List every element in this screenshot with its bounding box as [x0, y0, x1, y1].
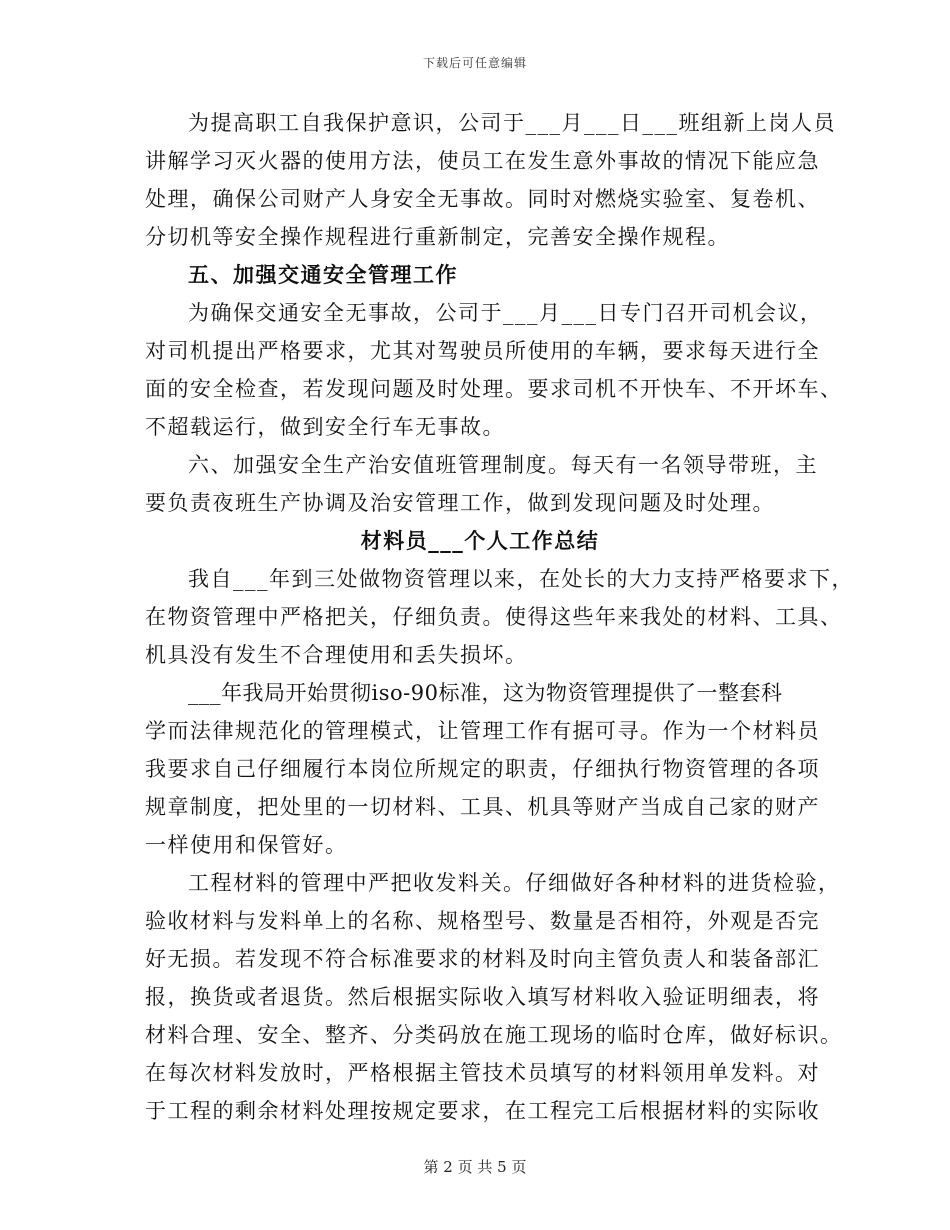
paragraph-line: 规章制度，把处里的一切材料、工具、机具等财产当成自己家的财产 [145, 795, 820, 819]
paragraph-line: 对司机提出严格要求，尤其对驾驶员所使用的车辆，要求每天进行全 [145, 339, 820, 363]
paragraph-line: ___年我局开始贯彻iso-90标准，这为物资管理提供了一整套科 [188, 681, 783, 705]
paragraph-line: 于工程的剩余材料处理按规定要求，在工程完工后根据材料的实际收 [145, 1099, 820, 1123]
paragraph-line: 不超载运行，做到安全行车无事故。 [145, 415, 505, 439]
paragraph-line: 为确保交通安全无事故，公司于___月___日专门召开司机会议， [188, 301, 823, 325]
paragraph-line: 工程材料的管理中严把收发料关。仔细做好各种材料的进货检验， [188, 871, 841, 895]
page-header: 下载后可任意编辑 [422, 56, 527, 70]
paragraph-line: 学而法律规范化的管理模式，让管理工作有据可寻。作为一个材料员 [145, 719, 820, 743]
paragraph-line: 在物资管理中严格把关，仔细负责。使得这些年来我处的材料、工具、 [145, 605, 843, 629]
paragraph-line: 在每次材料发放时，严格根据主管技术员填写的材料领用单发料。对 [145, 1061, 820, 1085]
paragraph-line: 要负责夜班生产协调及治安管理工作，做到发现问题及时处理。 [145, 491, 775, 515]
paragraph-line: 我自___年到三处做物资管理以来，在处长的大力支持严格要求下， [188, 567, 854, 591]
section-heading: 五、加强交通安全管理工作 [188, 262, 458, 287]
paragraph-line: 我要求自己仔细履行本岗位所规定的职责，仔细执行物资管理的各项 [145, 757, 820, 781]
paragraph-line: 分切机等安全操作规程进行重新制定，完善安全操作规程。 [145, 225, 730, 249]
paragraph-line: 材料合理、安全、整齐、分类码放在施工现场的临时仓库，做好标识。 [145, 1023, 843, 1047]
paragraph-line: 报，换货或者退货。然后根据实际收入填写材料收入验证明细表，将 [145, 985, 820, 1009]
paragraph-line: 好无损。若发现不符合标准要求的材料及时向主管负责人和装备部汇 [145, 947, 820, 971]
document-body [145, 104, 854, 1130]
paragraph-line: 面的安全检查，若发现问题及时处理。要求司机不开快车、不开坏车、 [145, 377, 843, 401]
page-number: 第 2 页 共 5 页 [423, 1158, 527, 1176]
paragraph-line: 六、加强安全生产治安值班管理制度。每天有一名领导带班，主 [188, 453, 818, 477]
paragraph-line: 一样使用和保管好。 [145, 833, 348, 857]
paragraph-line: 验收材料与发料单上的名称、规格型号、数量是否相符，外观是否完 [145, 909, 820, 933]
paragraph-line: 处理，确保公司财产人身安全无事故。同时对燃烧实验室、复卷机、 [145, 187, 820, 211]
paragraph-line: 为提高职工自我保护意识，公司于___月___日___班组新上岗人员 [188, 111, 836, 135]
paragraph-line: 机具没有发生不合理使用和丢失损坏。 [145, 643, 528, 667]
paragraph-line: 讲解学习灭火器的使用方法，使员工在发生意外事故的情况下能应急 [145, 149, 820, 173]
document-title: 材料员___个人工作总结 [360, 528, 600, 553]
